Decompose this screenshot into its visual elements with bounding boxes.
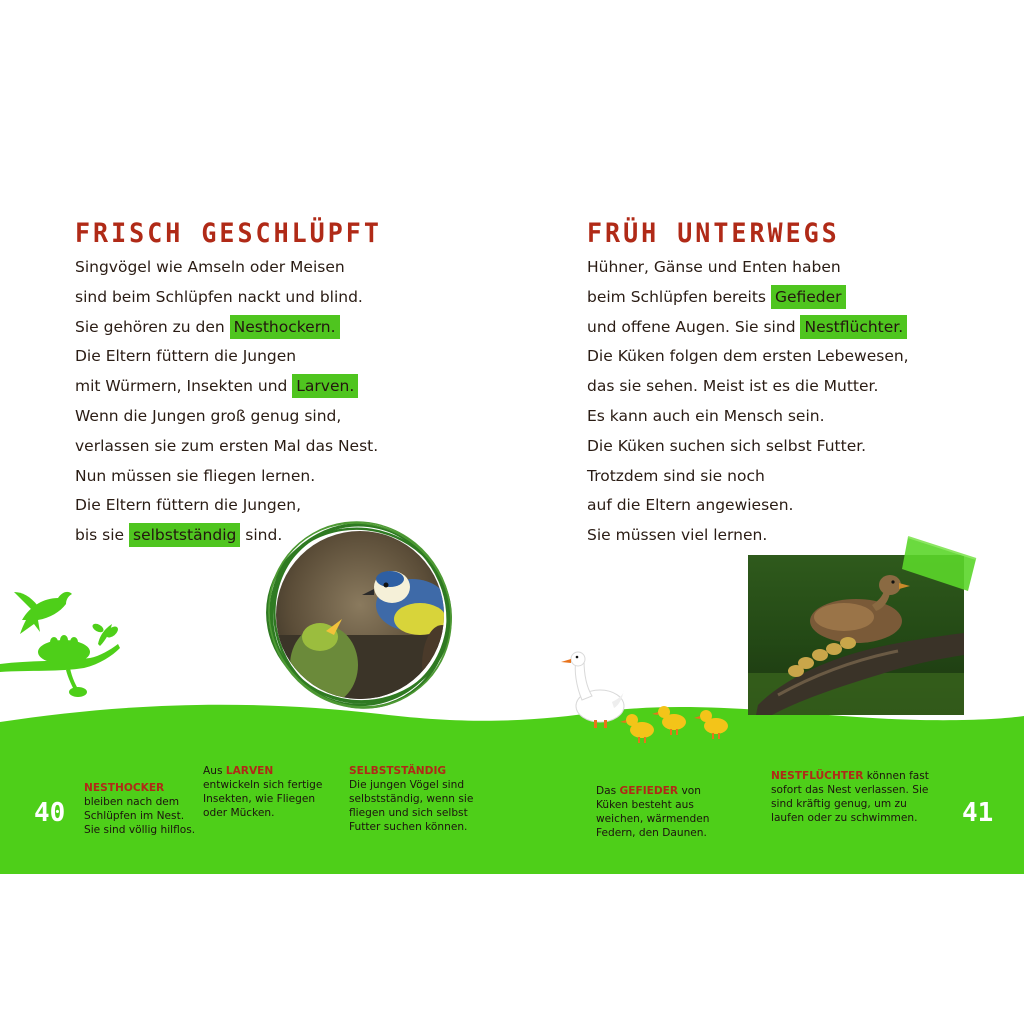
- line-text: Hühner, Gänse und Enten haben: [587, 258, 841, 276]
- page-number-right: 41: [962, 798, 994, 828]
- glossary-text-gefieder: von Küken besteht aus weichen, wärmenden Federn, den Daunen.: [596, 785, 710, 839]
- line-text: beim Schlüpfen bereits: [587, 287, 771, 306]
- glossary-larven: [203, 764, 333, 820]
- line-text: mit Würmern, Insekten und: [75, 377, 293, 396]
- text-line: [587, 402, 909, 432]
- line-text: sind beim Schlüpfen nackt und blind.: [75, 287, 363, 306]
- line-text-after: sind.: [240, 526, 283, 545]
- glossary-gefieder: [596, 784, 716, 840]
- bird-nest-branch-icon: [0, 588, 125, 700]
- line-text: das sie sehen. Meist ist es die Mutter.: [587, 377, 879, 396]
- highlighted-term: Nesthockern.: [230, 315, 340, 339]
- glossary-prefix-larven: Aus: [203, 765, 226, 777]
- glossary-term-larven: LARVEN: [225, 765, 274, 777]
- line-text: und offene Augen. Sie sind: [587, 317, 801, 336]
- glossary-text-selbststaendig: Die jungen Vögel sind selbstständig, wenn sie fliegen und sich selbst Futter suchen können.: [349, 779, 474, 833]
- line-text: Die Küken folgen dem ersten Lebewesen,: [587, 347, 909, 366]
- highlighted-term: Gefieder: [771, 285, 846, 309]
- line-text: Es kann auch ein Mensch sein.: [587, 406, 825, 425]
- text-line: [587, 283, 909, 313]
- text-line: [587, 432, 909, 462]
- glossary-selbststaendig: [349, 764, 479, 834]
- glossary-nestfluechter: [771, 769, 931, 825]
- text-line: [587, 372, 909, 402]
- line-text: Sie gehören zu den: [75, 317, 230, 336]
- text-line: [587, 521, 909, 551]
- left-body-text: [75, 253, 378, 551]
- glossary-term-nesthocker: NESTHOCKER: [84, 782, 165, 794]
- line-text: Die Eltern füttern die Jungen,: [75, 496, 302, 515]
- glossary-term-gefieder: GEFIEDER: [619, 785, 679, 797]
- glossary-nesthocker: [84, 781, 199, 837]
- text-line: [587, 491, 909, 521]
- line-text: Singvögel wie Amseln oder Meisen: [75, 258, 345, 276]
- line-text: verlassen sie zum ersten Mal das Nest.: [75, 436, 379, 455]
- line-text: Sie müssen viel lernen.: [587, 526, 768, 545]
- line-text: Die Küken suchen sich selbst Futter.: [587, 436, 867, 455]
- line-text: Wenn die Jungen groß genug sind,: [75, 406, 342, 425]
- duckling-icon: [620, 706, 728, 743]
- line-text: bis sie: [75, 526, 129, 545]
- text-line: [75, 402, 378, 432]
- right-heading: FRÜH UNTERWEGS: [587, 217, 840, 249]
- goose-ducklings-group: [558, 650, 738, 750]
- glossary-prefix-gefieder: Das: [596, 785, 620, 797]
- glossary-term-selbststaendig: SELBSTSTÄNDIG: [349, 765, 447, 777]
- text-line: [587, 253, 909, 283]
- text-line: [75, 253, 378, 283]
- text-line: [587, 342, 909, 372]
- highlighted-term: Larven.: [292, 374, 358, 398]
- text-line: [75, 462, 378, 492]
- text-line: [75, 342, 378, 372]
- line-text: Nun müssen sie fliegen lernen.: [75, 466, 316, 485]
- page-number-left: 40: [34, 798, 66, 828]
- tape-icon: [902, 529, 982, 599]
- text-line: [75, 283, 378, 313]
- blue-tit-nest-photo: [262, 515, 458, 715]
- line-text: auf die Eltern angewiesen.: [587, 496, 794, 515]
- text-line: [75, 313, 378, 343]
- text-line: [587, 462, 909, 492]
- highlighted-term: selbstständig: [129, 523, 240, 547]
- glossary-term-nestfluechter: NESTFLÜCHTER: [771, 770, 864, 782]
- text-line: [587, 313, 909, 343]
- text-line: [75, 432, 378, 462]
- right-body-text: [587, 253, 909, 551]
- line-text: Die Eltern füttern die Jungen: [75, 347, 297, 366]
- glossary-text-nestfluechter: können fast sofort das Nest verlassen. Sie sind kräftig genug, um zu laufen oder zu schwimmen.: [771, 770, 929, 824]
- glossary-text-nesthocker: bleiben nach dem Schlüpfen im Nest. Sie sind völlig hilflos.: [84, 796, 196, 836]
- line-text: Trotzdem sind sie noch: [587, 466, 765, 485]
- text-line: [75, 372, 378, 402]
- goose-icon: [561, 652, 624, 728]
- left-heading: FRISCH GESCHLÜPFT: [75, 217, 382, 249]
- glossary-text-larven: entwickeln sich fertige Insekten, wie Fliegen oder Mücken.: [203, 779, 323, 819]
- highlighted-term: Nestflüchter.: [800, 315, 907, 339]
